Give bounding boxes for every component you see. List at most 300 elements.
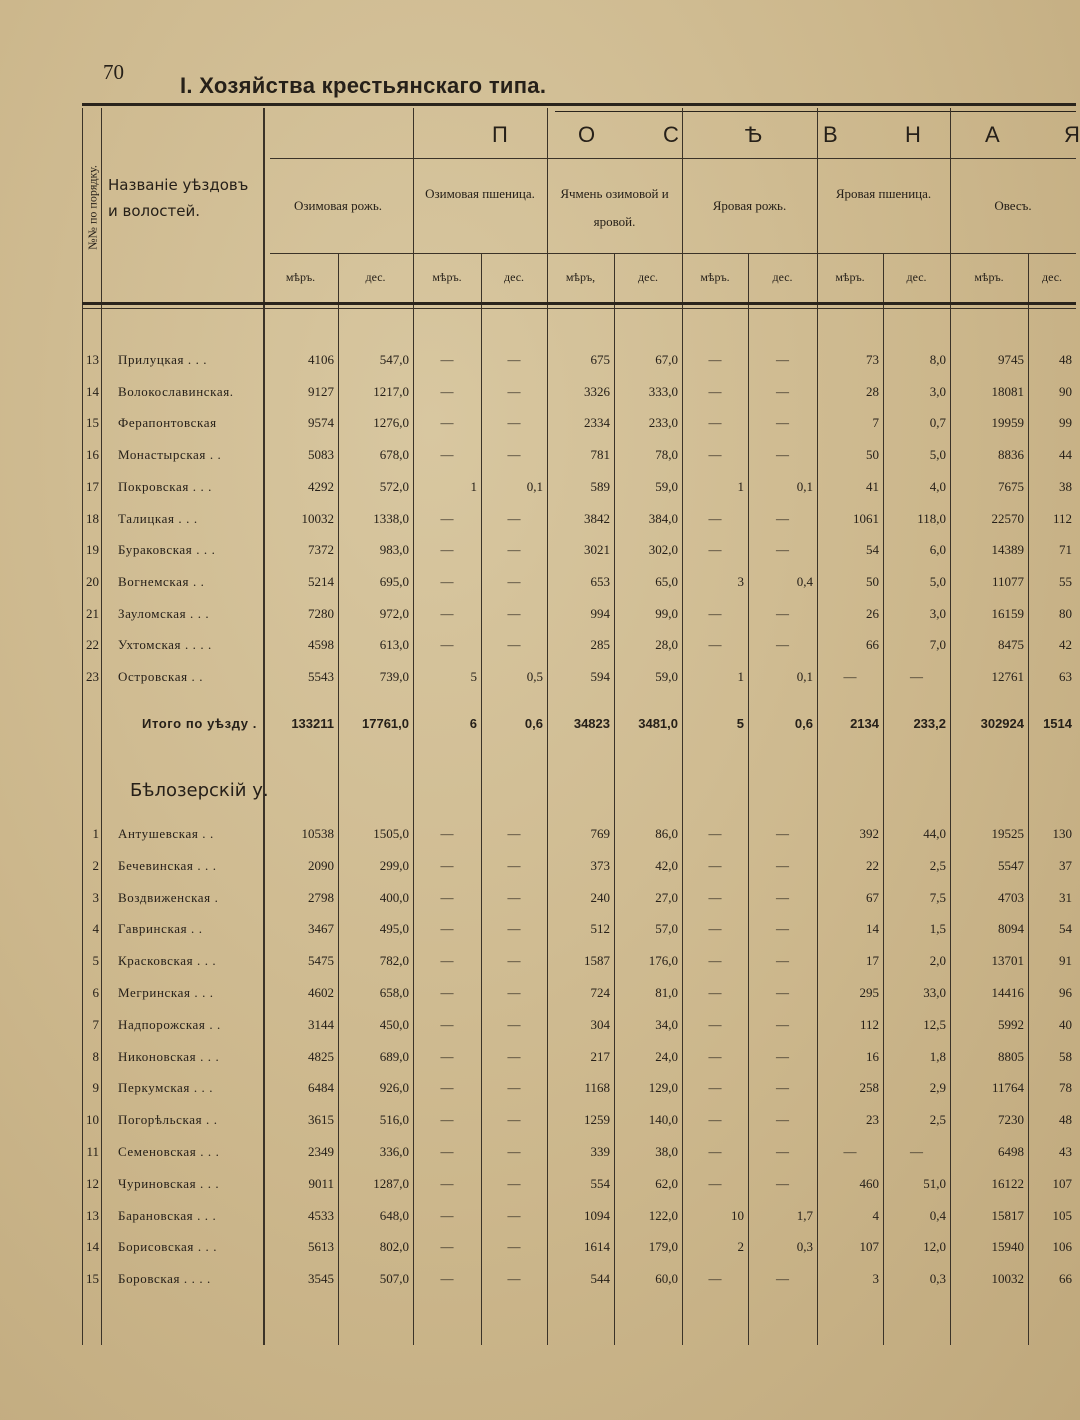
cell-value: 983,0 [379,542,409,558]
cell-value: 51,0 [923,1175,946,1191]
cell-value: 972,0 [379,605,409,621]
cell-value: 304 [590,1016,610,1032]
cell-value: 4106 [308,352,334,367]
cell-value: 12,0 [923,1239,946,1255]
cell-value: 3,0 [929,383,946,399]
cell-value: 48 [1059,1112,1072,1128]
cell-value: — [776,637,789,653]
cell-value: 1259 [584,1112,610,1128]
cell-value: — [776,1112,789,1128]
district-name: Зауломская . . . [118,605,210,621]
cell-value: 8,0 [929,352,946,367]
cell-value: 299,0 [379,857,409,873]
cell-value: — [440,637,454,653]
row-index: 2 [92,857,99,873]
cell-value: 689,0 [379,1048,409,1064]
district-name: Борисовская . . . [118,1239,218,1255]
cell-value: 73 [866,352,879,367]
row-index: 12 [86,1175,99,1191]
cell-value: — [507,415,521,431]
cell-value: — [843,1144,857,1159]
cell-value: 105 [1052,1207,1072,1223]
cell-value: 50 [866,573,879,589]
table-row [82,1144,1076,1166]
cell-value: 17761,0 [362,716,409,731]
cell-value: 9011 [308,1175,334,1191]
cell-value: 3545 [308,1271,334,1287]
district-name: Воздвиженская . [118,889,219,905]
cell-value: 1 [737,669,744,684]
district-name: Чуриновская . . . [118,1175,220,1191]
unit-header: дес. [906,270,927,284]
cell-value: — [507,1016,521,1032]
cell-value: — [708,985,722,1000]
cell-value: — [507,1271,521,1287]
unit-header: мѣръ, [565,270,596,284]
cell-value: 80 [1059,605,1072,621]
cell-value: 91 [1059,953,1072,969]
cell-value: 739,0 [379,669,409,684]
cell-value: — [507,447,521,463]
cell-value: 4602 [308,985,334,1000]
total-label: Итого по уѣзду . [142,716,257,731]
title-letter: Н [905,122,921,147]
cell-value: — [507,921,521,937]
district-name: Семеновская . . . [118,1144,220,1159]
cell-value: — [440,510,454,526]
district-name: Погорѣльская . . [118,1112,218,1128]
cell-value: 233,2 [913,716,946,731]
cell-value: 133211 [291,716,334,731]
row-index: 16 [86,447,99,463]
cell-value: 4825 [308,1048,334,1064]
table-row [82,415,1076,437]
cell-value: 43 [1059,1144,1072,1159]
cell-value: 400,0 [379,889,409,905]
cell-value: — [776,953,789,969]
cell-value: 5547 [998,857,1024,873]
cell-value: 302,0 [648,542,678,558]
cell-value: 44,0 [923,826,946,841]
row-index: 9 [92,1080,99,1096]
district-name: Покровская . . . [118,478,213,494]
row-index: 15 [86,415,99,431]
cell-value: — [440,383,454,399]
cell-value: 4 [872,1207,879,1223]
title-letter: О [578,122,596,147]
cell-value: 99 [1059,415,1072,431]
cell-value: 44 [1059,447,1072,463]
cell-value: 1505,0 [373,826,409,841]
table-row [82,669,1076,691]
cell-value: — [776,1080,789,1096]
table-row [82,1080,1076,1102]
cell-value: 516,0 [379,1112,409,1128]
table-row [82,921,1076,943]
total-row [82,716,1076,738]
cell-value: 3 [737,573,744,589]
cell-value: 34,0 [655,1016,678,1032]
cell-value: 54 [1059,921,1072,937]
crop-header: Яровая пшеница. [835,186,932,201]
cell-value: 3326 [584,383,610,399]
table-top-rule-thin [555,111,1076,112]
unit-header: дес. [365,270,386,284]
row-index: 3 [92,889,99,905]
cell-value: 0,1 [526,478,543,494]
district-name: Талицкая . . . [118,510,198,526]
cell-value: 1287,0 [373,1175,409,1191]
cell-value: — [507,1112,521,1128]
table-row [82,511,1076,533]
cell-value: 38,0 [655,1144,678,1159]
cell-value: 63 [1059,669,1072,684]
cell-value: 3,0 [929,605,946,621]
cell-value: 37 [1059,857,1072,873]
crop-header: Озимовая пшеница. [425,186,535,201]
cell-value: 40 [1059,1016,1072,1032]
cell-value: — [440,1080,454,1096]
cell-value: — [776,826,789,841]
cell-value: 2334 [584,415,610,431]
unit-header: мѣръ. [974,270,1004,284]
cell-value: 112 [1052,510,1072,526]
cell-value: — [708,605,722,621]
cell-value: — [507,573,521,589]
cell-value: 3842 [584,510,610,526]
cell-value: 122,0 [648,1207,678,1223]
cell-value: — [440,921,454,937]
cell-value: 66 [1059,1271,1072,1287]
district-name: Ферапонтовская [118,415,217,431]
cell-value: 258 [859,1080,879,1096]
cell-value: — [776,1175,789,1191]
cell-value: — [440,889,454,905]
row-index: 14 [86,1239,99,1255]
cell-value: 99,0 [655,605,678,621]
cell-value: 65,0 [655,573,678,589]
cell-value: 3021 [584,542,610,558]
cell-value: 7 [872,415,879,431]
name-column-header: Названіе уѣздовъ и волостей. [108,176,249,220]
cell-value: — [708,953,722,969]
unit-divider [270,253,1076,254]
cell-value: — [507,1048,521,1064]
row-index: 8 [92,1048,99,1064]
index-column-header: №№ по порядку. [85,165,100,250]
cell-value: 1587 [584,953,610,969]
cell-value: 3481,0 [638,716,678,731]
table-top-rule [82,103,1076,106]
cell-value: 2,0 [929,953,946,969]
cell-value: — [776,1144,789,1159]
district-name: Мегринская . . . [118,985,214,1000]
row-index: 10 [86,1112,99,1128]
cell-value: 59,0 [655,478,678,494]
cell-value: 5 [736,716,744,731]
row-index: 6 [92,985,99,1000]
title-letter: С [663,122,679,147]
cell-value: 6 [469,716,477,731]
cell-value: 2090 [308,857,334,873]
cell-value: 240 [590,889,610,905]
title-letter: Я [1064,122,1080,147]
cell-value: 547,0 [379,352,409,367]
cell-value: — [440,1112,454,1128]
cell-value: 55 [1059,573,1072,589]
cell-value: 9127 [308,383,334,399]
page-title: I. Хозяйства крестьянскаго типа. [180,73,547,98]
cell-value: 6498 [998,1144,1024,1159]
cell-value: 176,0 [648,953,678,969]
cell-value: 58 [1059,1048,1072,1064]
cell-value: 295 [859,985,879,1000]
cell-value: 460 [859,1175,879,1191]
cell-value: 5613 [308,1239,334,1255]
cell-value: — [507,637,521,653]
cell-value: 6484 [308,1080,334,1096]
cell-value: — [440,415,454,431]
cell-value: 14416 [991,985,1024,1000]
table-row [82,890,1076,912]
cell-value: 658,0 [379,985,409,1000]
cell-value: 107 [859,1239,879,1255]
cell-value: 2798 [308,889,334,905]
table-row [82,542,1076,564]
row-index: 22 [86,637,99,653]
cell-value: — [708,1112,722,1128]
cell-value: — [776,1016,789,1032]
cell-value: 3467 [308,921,334,937]
cell-value: 42 [1059,637,1072,653]
table-row [82,1239,1076,1261]
cell-value: 33,0 [923,985,946,1000]
cell-value: 16122 [991,1175,1024,1191]
cell-value: 34823 [573,716,610,731]
cell-value: 81,0 [655,985,678,1000]
cell-value: 18081 [991,383,1024,399]
table-row [82,479,1076,501]
title-letter: В [823,122,838,147]
table-row [82,352,1076,374]
cell-value: — [776,383,789,399]
district-name: Барановская . . . [118,1207,217,1223]
cell-value: 0,4 [929,1207,946,1223]
cell-value: 7280 [308,605,334,621]
cell-value: 302924 [980,716,1024,731]
cell-value: 59,0 [655,669,678,684]
cell-value: 1094 [584,1207,610,1223]
cell-value: — [910,1144,923,1159]
page-number: 70 [103,60,124,84]
cell-value: 67 [866,889,879,905]
cell-value: — [507,889,521,905]
district-name: Бураковская . . . [118,542,216,558]
row-index: 5 [92,953,99,969]
cell-value: — [776,889,789,905]
cell-value: 392 [859,826,879,841]
cell-value: 12,5 [923,1016,946,1032]
cell-value: — [440,1016,454,1032]
row-index: 17 [86,478,99,494]
table-row [82,637,1076,659]
cell-value: 5 [470,669,477,684]
cell-value: 544 [590,1271,610,1287]
row-index: 18 [86,510,99,526]
cell-value: 57,0 [655,921,678,937]
cell-value: 594 [590,669,610,684]
cell-value: 2 [737,1239,744,1255]
cell-value: — [776,415,789,431]
cell-value: — [776,352,789,367]
cell-value: — [507,857,521,873]
cell-value: 42,0 [655,857,678,873]
cell-value: 38 [1059,478,1072,494]
cell-value: — [776,605,789,621]
cell-value: 107 [1052,1175,1072,1191]
cell-value: 19959 [991,415,1024,431]
cell-value: 118,0 [917,510,946,526]
table-row [82,985,1076,1007]
cell-value: — [910,669,923,684]
cell-value: 11077 [991,573,1024,589]
table-row [82,826,1076,848]
cell-value: — [507,352,521,367]
table-row [82,1017,1076,1039]
cell-value: — [507,1080,521,1096]
cell-value: — [440,573,454,589]
table-row [82,574,1076,596]
cell-value: 5214 [308,573,334,589]
row-index: 14 [86,383,99,399]
cell-value: — [708,542,722,558]
cell-value: 802,0 [379,1239,409,1255]
cell-value: 648,0 [379,1207,409,1223]
cell-value: 1276,0 [373,415,409,431]
cell-value: 285 [590,637,610,653]
cell-value: — [440,352,454,367]
unit-header: дес. [1041,270,1063,284]
cell-value: 96 [1059,985,1072,1000]
cell-value: 12761 [991,669,1024,684]
cell-value: 10 [731,1207,744,1223]
cell-value: 7,0 [929,637,946,653]
cell-value: 50 [866,447,879,463]
district-name: Ухтомская . . . . [118,637,212,653]
cell-value: 572,0 [379,478,409,494]
cell-value: 5,0 [929,447,946,463]
cell-value: 22 [866,857,879,873]
cell-value: 10032 [991,1271,1024,1287]
crop-header: Овесъ. [994,198,1032,213]
cell-value: 1,7 [796,1207,813,1223]
cell-value: 78 [1059,1080,1072,1096]
cell-value: — [843,669,857,684]
cell-value: 48 [1059,352,1072,367]
cell-value: — [776,510,789,526]
row-index: 19 [86,542,99,558]
cell-value: — [708,1175,722,1191]
district-name: Красковская . . . [118,953,217,969]
section-heading: Бѣлозерскій у. [130,780,269,801]
cell-value: — [507,953,521,969]
cell-value: 41 [866,478,879,494]
cell-value: 86,0 [655,826,678,841]
cell-value: 14 [866,921,879,937]
cell-value: 4533 [308,1207,334,1223]
cell-value: 2134 [850,716,879,731]
cell-value: — [440,542,454,558]
cell-value: 31 [1059,889,1072,905]
cell-value: 7372 [308,542,334,558]
row-index: 13 [86,352,99,367]
cell-value: — [776,542,789,558]
cell-value: 7230 [998,1112,1024,1128]
cell-value: 336,0 [379,1144,409,1159]
cell-value: 11764 [991,1080,1024,1096]
unit-header: мѣръ. [835,270,865,284]
cell-value: — [708,889,722,905]
cell-value: — [507,1175,521,1191]
cell-value: — [708,447,722,463]
table-row [82,1208,1076,1230]
district-name: Монастырская . . [118,447,222,463]
cell-value: 62,0 [655,1175,678,1191]
cell-value: 8836 [998,447,1024,463]
cell-value: 67,0 [655,352,678,367]
cell-value: — [708,415,722,431]
unit-header: мѣръ. [700,270,730,284]
row-index: 21 [86,605,99,621]
unit-header: дес. [637,270,659,284]
cell-value: 13701 [991,953,1024,969]
cell-value: — [507,1239,521,1255]
district-name: Волокославинская. [118,383,234,399]
cell-value: 554 [590,1175,610,1191]
district-name: Боровская . . . . [118,1271,211,1287]
cell-value: 24,0 [655,1048,678,1064]
cell-value: 66 [866,637,879,653]
cell-value: 10032 [301,510,334,526]
cell-value: — [440,1048,454,1064]
cell-value: — [507,1207,521,1223]
unit-header: мѣръ. [432,270,462,284]
title-letter: Ѣ [745,122,763,147]
table-row [82,384,1076,406]
cell-value: 17 [866,953,879,969]
cell-value: 1338,0 [373,510,409,526]
cell-value: — [708,383,722,399]
cell-value: 613,0 [379,637,409,653]
cell-value: 8094 [998,921,1024,937]
cell-value: 8805 [998,1048,1024,1064]
cell-value: 450,0 [379,1016,409,1032]
cell-value: 22570 [991,510,1024,526]
cell-value: 60,0 [655,1271,678,1287]
cell-value: — [776,985,789,1000]
cell-value: 781 [590,447,610,463]
cell-value: 1 [737,478,744,494]
cell-value: 10538 [301,826,334,841]
cell-value: 1217,0 [373,383,409,399]
cell-value: 129,0 [648,1080,678,1096]
cell-value: — [440,826,454,841]
cell-value: 589 [590,478,610,494]
cell-value: 0,4 [796,573,813,589]
cell-value: 130 [1052,826,1072,841]
district-name: Бечевинская . . . [118,857,217,873]
cell-value: 3 [872,1271,879,1287]
